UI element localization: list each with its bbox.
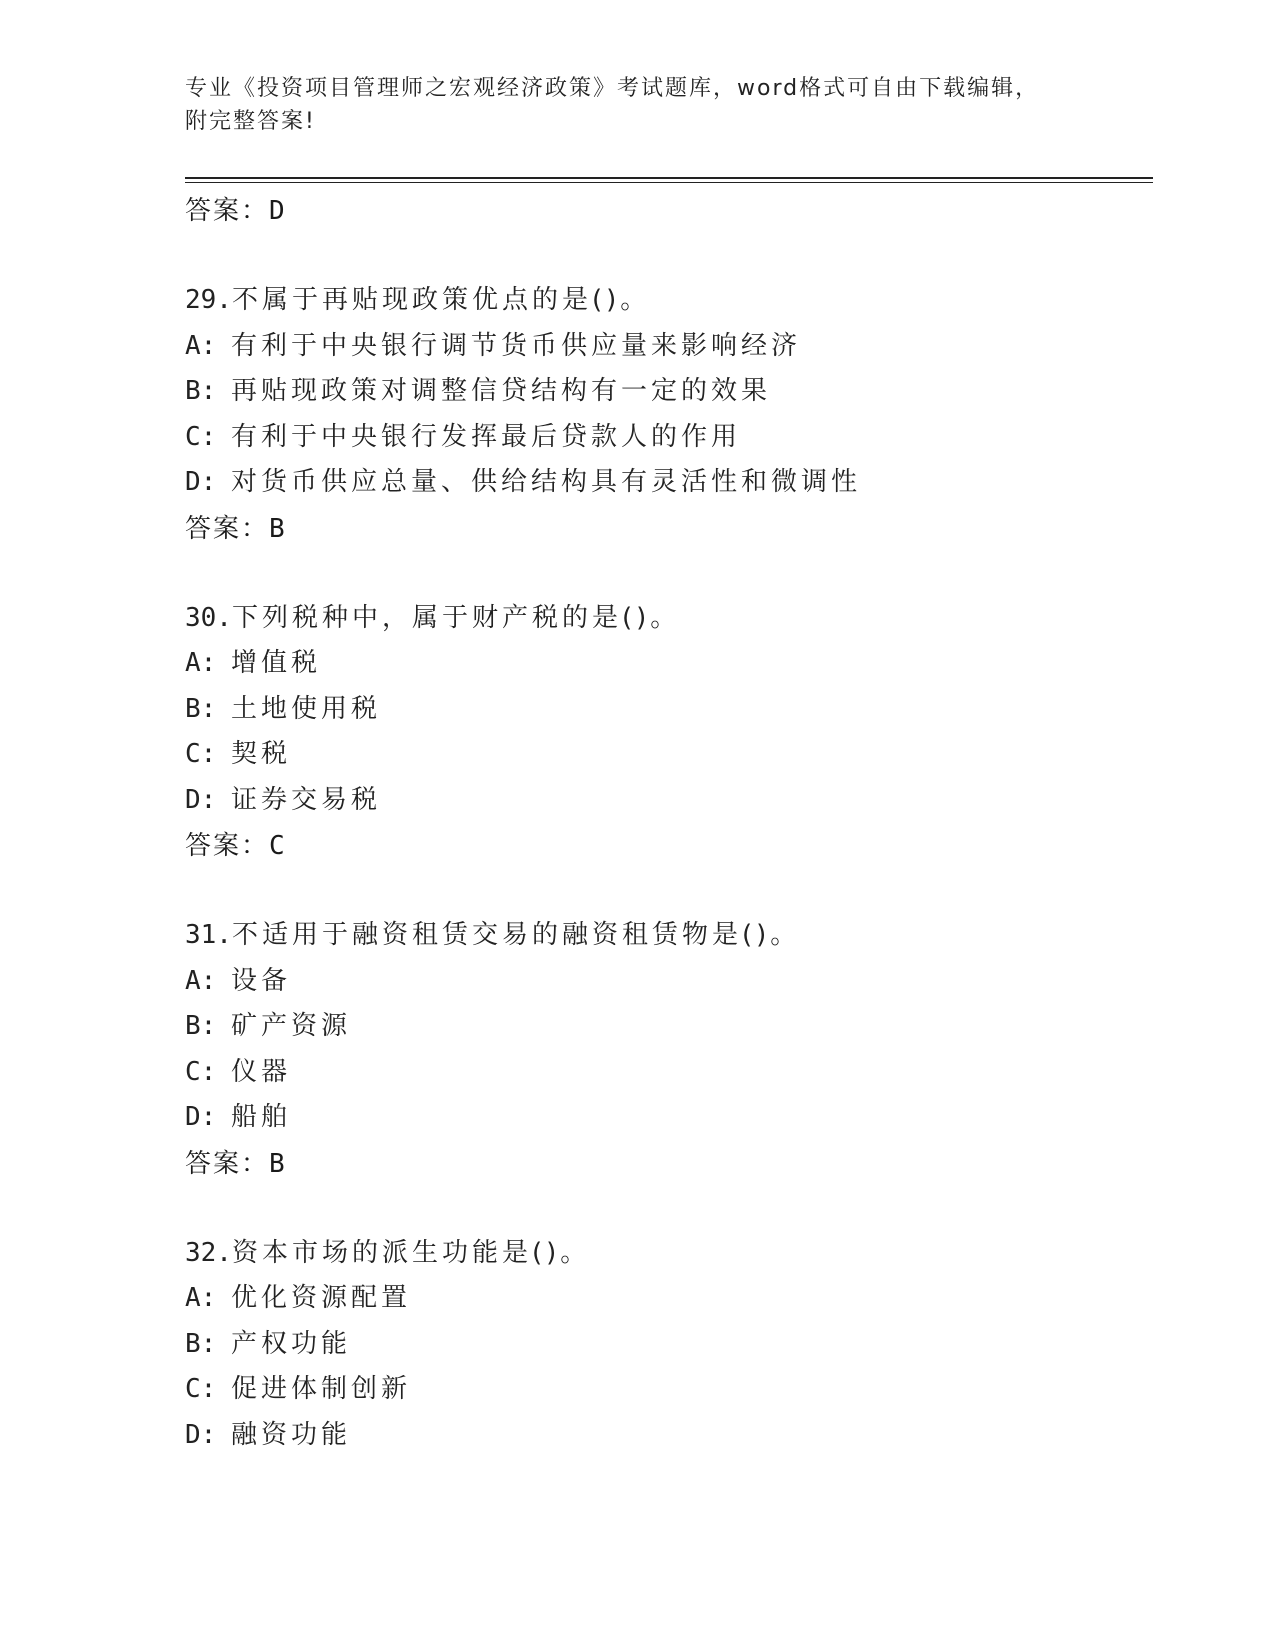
option-text: 矿产资源 — [231, 1011, 352, 1041]
question-number: 29. — [185, 285, 232, 315]
answer-label: 答案： — [185, 513, 270, 544]
answer-value: C — [269, 831, 287, 861]
option-letter: C: — [185, 1374, 217, 1404]
option-letter: C: — [185, 1056, 217, 1087]
option-text: 有利于中央银行调节货币供应量来影响经济 — [231, 330, 802, 361]
question-text: 不适用于融资租赁交易的融资租赁物是()。 — [231, 920, 801, 950]
option-letter: C: — [185, 421, 217, 452]
option-letter: A: — [185, 965, 217, 996]
question-stem — [185, 596, 1153, 642]
option-letter: B: — [185, 376, 217, 406]
question-block — [185, 1231, 1153, 1459]
question-text: 不属于再贴现政策优点的是()。 — [231, 285, 651, 315]
answer-label: 答案： — [185, 196, 270, 226]
option-text: 促进体制创新 — [231, 1374, 412, 1404]
option-letter: B: — [185, 1011, 217, 1041]
answer-value: B — [269, 513, 287, 544]
question-stem — [185, 1231, 1153, 1277]
answer-line — [185, 506, 1153, 552]
answer-line — [185, 188, 1153, 234]
answer-value: B — [269, 1148, 287, 1179]
header-line-2: 附完整答案! — [185, 109, 316, 134]
header-divider-top — [185, 177, 1153, 179]
question-list — [185, 188, 1153, 1458]
answer-line — [185, 1141, 1153, 1187]
option-letter: B: — [185, 693, 217, 724]
option-line — [185, 1276, 1153, 1322]
option-text: 设备 — [231, 965, 292, 996]
option-line — [185, 324, 1153, 370]
option-text: 对货币供应总量、供给结构具有灵活性和微调性 — [231, 467, 862, 497]
option-letter: A: — [185, 1283, 217, 1313]
option-line — [185, 1322, 1153, 1368]
option-letter: D: — [185, 1419, 217, 1450]
option-letter: D: — [185, 784, 217, 815]
question-block — [185, 596, 1153, 870]
option-line — [185, 415, 1153, 461]
header-line-1: 专业《投资项目管理师之宏观经济政策》考试题库，word格式可自由下载编辑， — [185, 76, 1040, 101]
option-letter: A: — [185, 648, 217, 678]
option-line — [185, 959, 1153, 1005]
answer-label: 答案： — [185, 831, 270, 861]
question-text: 下列税种中，属于财产税的是()。 — [231, 602, 681, 633]
option-letter: D: — [185, 467, 217, 497]
answer-label: 答案： — [185, 1148, 270, 1179]
option-line — [185, 732, 1153, 778]
answer-line — [185, 823, 1153, 869]
option-line — [185, 778, 1153, 824]
option-text: 优化资源配置 — [231, 1283, 412, 1313]
option-letter: D: — [185, 1102, 217, 1132]
option-text: 契税 — [231, 739, 292, 769]
question-number: 30. — [185, 602, 232, 633]
question-stem — [185, 913, 1153, 959]
option-letter: C: — [185, 739, 217, 769]
question-number: 32. — [185, 1237, 232, 1268]
option-line — [185, 1413, 1153, 1459]
option-text: 仪器 — [231, 1056, 292, 1087]
option-line — [185, 1004, 1153, 1050]
option-line — [185, 1050, 1153, 1096]
header-divider-bottom — [185, 182, 1153, 183]
question-block — [185, 278, 1153, 552]
option-line — [185, 641, 1153, 687]
option-line — [185, 1095, 1153, 1141]
option-text: 证券交易税 — [231, 784, 382, 815]
question-text: 资本市场的派生功能是()。 — [231, 1237, 591, 1268]
answer-value: D — [269, 196, 287, 226]
option-line — [185, 460, 1153, 506]
option-letter: A: — [185, 330, 217, 361]
question-number: 31. — [185, 920, 232, 950]
document-header — [185, 72, 1065, 138]
option-text: 产权功能 — [231, 1328, 352, 1359]
option-line — [185, 687, 1153, 733]
option-text: 船舶 — [231, 1102, 292, 1132]
question-block — [185, 913, 1153, 1187]
option-text: 有利于中央银行发挥最后贷款人的作用 — [231, 421, 742, 452]
question-stem — [185, 278, 1153, 324]
option-letter: B: — [185, 1328, 217, 1359]
option-text: 再贴现政策对调整信贷结构有一定的效果 — [231, 376, 772, 406]
option-line — [185, 369, 1153, 415]
option-text: 增值税 — [231, 648, 322, 678]
option-text: 融资功能 — [231, 1419, 352, 1450]
option-line — [185, 1367, 1153, 1413]
option-text: 土地使用税 — [231, 693, 382, 724]
